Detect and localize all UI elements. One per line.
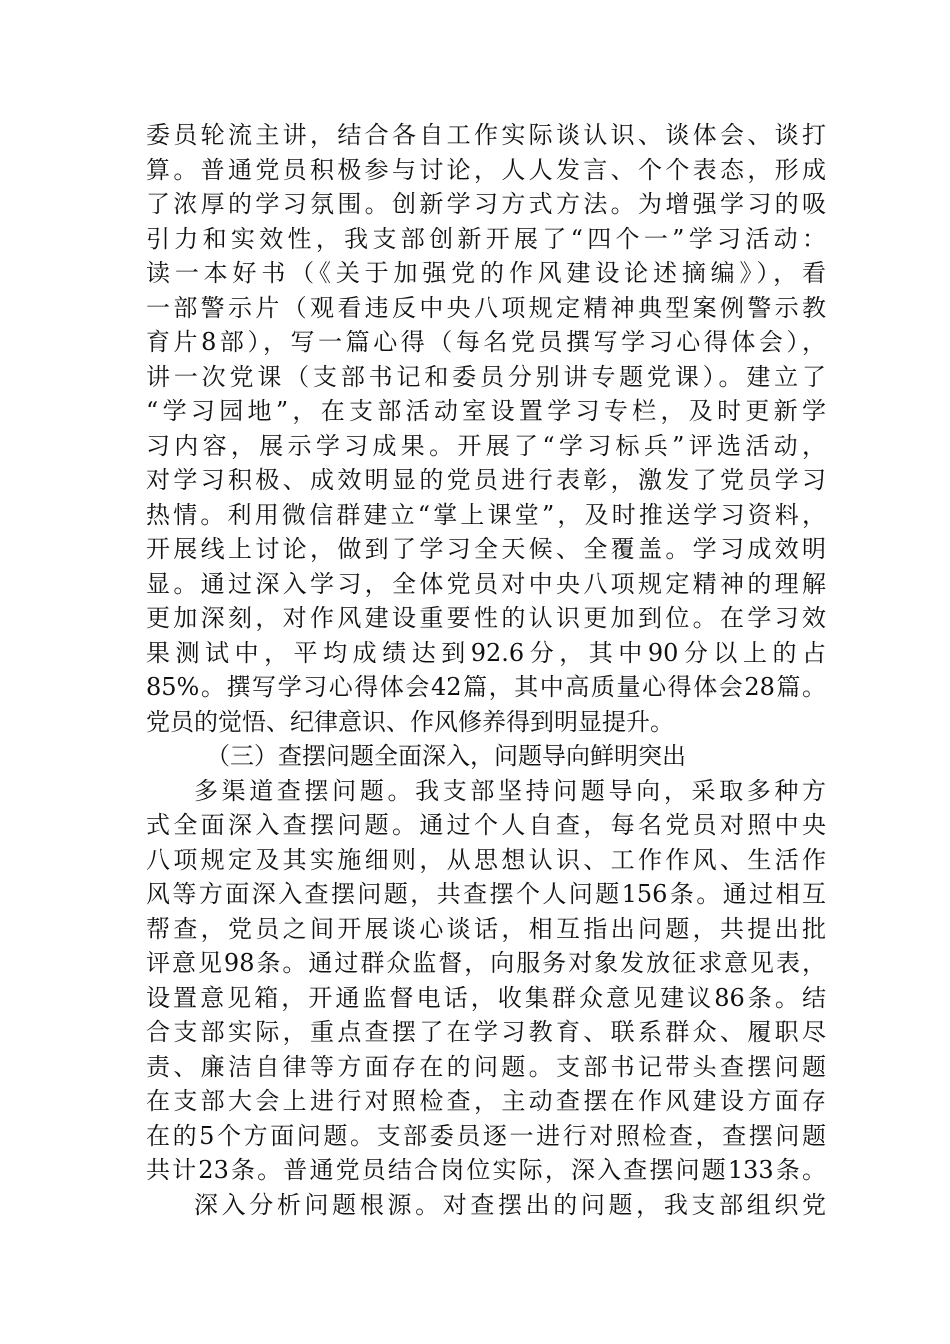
text-line: 热情。利用微信群建立“掌上课堂”，及时推送学习资料， [146,500,826,529]
text-line: 在的5个方面问题。支部委员逐一进行对照检查，查摆问题 [146,1121,826,1150]
text-line: 85%。撰写学习心得体会42篇，其中高质量心得体会28篇。 [146,673,826,701]
text-line: 对学习积极、成效明显的党员进行表彰，激发了党员学习 [146,466,826,494]
text-line: 更加深刻，对作风建设重要性的认识更加到位。在学习效 [146,604,826,632]
text-line: 开展线上讨论，做到了学习全天候、全覆盖。学习成效明 [146,535,826,563]
text-line: 责、廉洁自律等方面存在的问题。支部书记带头查摆问题 [146,1052,826,1081]
text-line: 八项规定及其实施细则，从思想认识、工作作风、生活作 [146,845,826,874]
text-line: 引力和实效性，我支部创新开展了“四个一”学习活动： [146,224,826,253]
text-line: 算。普通党员积极参与讨论，人人发言、个个表态，形成 [146,155,826,184]
text-line: 党员的觉悟、纪律意识、作风修养得到明显提升。 [146,707,674,736]
text-line: 显。通过深入学习，全体党员对中央八项规定精神的理解 [146,569,826,598]
text-line: 讲一次党课（支部书记和委员分别讲专题党课）。建立了 [146,362,826,391]
text-line: 深入分析问题根源。对查摆出的问题，我支部组织党 [194,1190,826,1219]
text-line: 委员轮流主讲，结合各自工作实际谈认识、谈体会、谈打 [146,121,826,149]
text-line: 读一本好书（《关于加强党的作风建设论述摘编》），看 [146,259,826,287]
text-line: 了浓厚的学习氛围。创新学习方式方法。为增强学习的吸 [146,190,826,218]
text-line: 习内容，展示学习成果。开展了“学习标兵”评选活动， [146,431,826,460]
text-line: 育片8部），写一篇心得（每名党员撰写学习心得体会）， [146,328,826,356]
text-line: 合支部实际，重点查摆了在学习教育、联系群众、履职尽 [146,1018,826,1046]
text-line: 一部警示片（观看违反中央八项规定精神典型案例警示教 [146,293,826,322]
text-line: “学习园地”，在支部活动室设置学习专栏，及时更新学 [146,397,826,425]
text-line: 在支部大会上进行对照检查，主动查摆在作风建设方面存 [146,1087,826,1115]
text-line: 设置意见箱，开通监督电话，收集群众意见建议86条。结 [146,983,826,1012]
text-line: 评意见98条。通过群众监督，向服务对象发放征求意见表， [146,949,826,977]
text-line: 多渠道查摆问题。我支部坚持问题导向，采取多种方 [194,776,826,805]
text-line: 式全面深入查摆问题。通过个人自查，每名党员对照中央 [146,811,826,839]
text-line: 共计23条。普通党员结合岗位实际，深入查摆问题133条。 [146,1156,826,1184]
section-heading: （三）查摆问题全面深入，问题导向鲜明突出 [206,742,686,770]
text-line: 果测试中，平均成绩达到92.6分，其中90分以上的占 [146,638,826,667]
body-text [146,118,826,1222]
text-line: 帮查，党员之间开展谈心谈话，相互指出问题，共提出批 [146,914,826,943]
text-line: 风等方面深入查摆问题，共查摆个人问题156条。通过相互 [146,880,826,908]
